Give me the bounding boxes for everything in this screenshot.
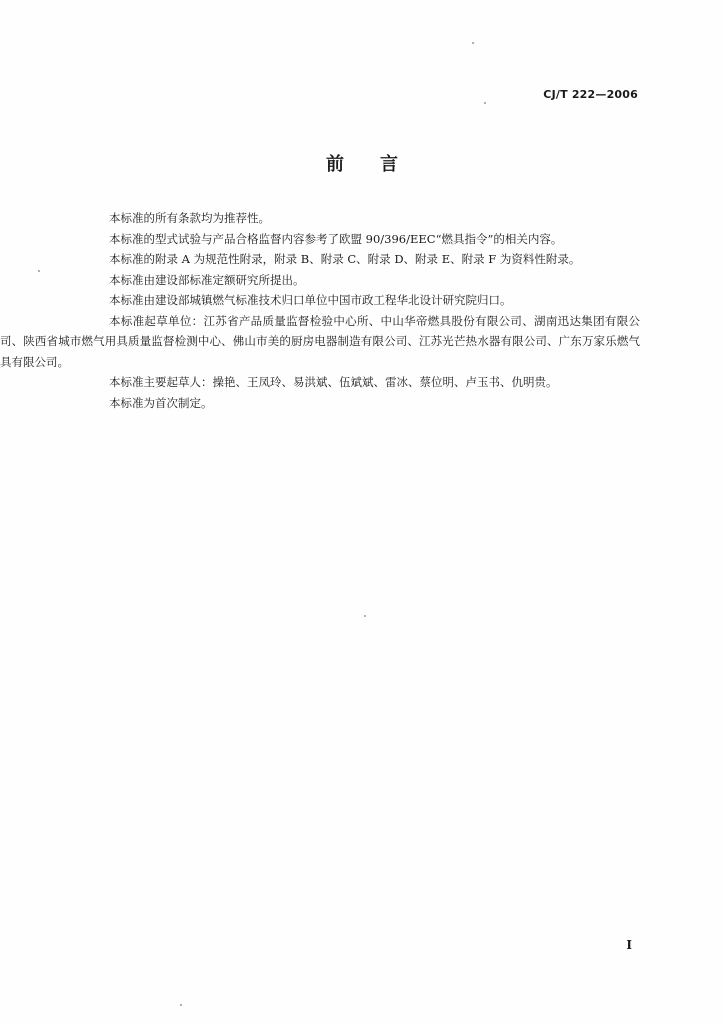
page-number: I [626,938,632,952]
paragraph-proposed-by: 本标准由建设部标准定额研究所提出。 [109,272,305,287]
scan-speck [484,102,486,104]
standard-code: CJ/T 222—2006 [543,88,638,101]
scan-speck [364,615,366,617]
paragraph-recommended-clauses: 本标准的所有条款均为推荐性。 [109,211,270,225]
scan-speck [180,1004,182,1006]
paragraph-type-test-reference: 本标准的型式试验与产品合格监督内容参考了欧盟 90/396/EEC“燃具指令”的相关内容。 [109,231,563,246]
paragraph-first-edition: 本标准为首次制定。 [109,395,213,410]
scan-speck [38,270,40,272]
scan-speck [472,42,474,44]
foreword-body [0,208,640,413]
paragraph-drafting-units: 本标准起草单位：江苏省产品质量监督检验中心所、中山华帝燃具股份有限公司、湖南迅达集团有限公司、陕西省城市燃气用具质量监督检测中心、佛山市美的厨房电器制造有限公司、江苏光芒热水器有限公司、广东万家乐燃气具有限公司。 [0,313,640,369]
paragraph-appendices: 本标准的附录 A 为规范性附录，附录 B、附录 C、附录 D、附录 E、附录 F 为资料性附录。 [109,252,581,266]
page-title [0,150,724,176]
title-char-1: 前 [326,154,344,175]
paragraph-centralized-by: 本标准由建设部城镇燃气标准技术归口单位中国市政工程华北设计研究院归口。 [109,293,512,307]
title-char-2: 言 [380,154,398,175]
paragraph-main-drafters: 本标准主要起草人：操艳、王凤玲、易洪斌、伍斌斌、雷冰、蔡位明、卢玉书、仇明贵。 [109,375,558,389]
